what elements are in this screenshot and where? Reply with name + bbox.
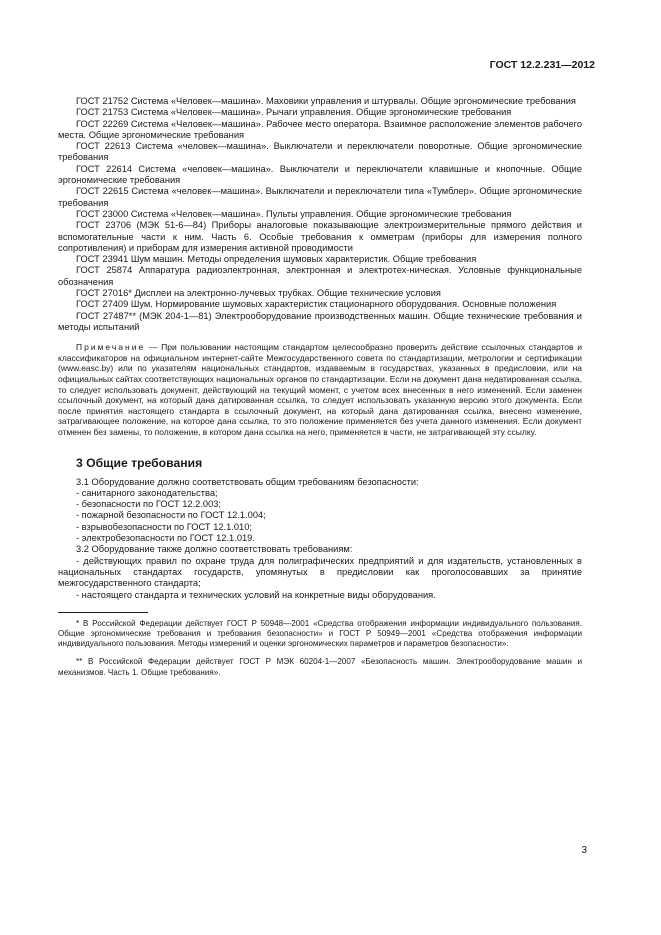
reference-item: ГОСТ 21752 Система «Человек—машина». Маховики управления и штурвалы. Общие эргономические требования	[76, 96, 576, 106]
section-paragraph: 3.1 Оборудование должно соответствовать общим требованиям безопасности:	[76, 476, 419, 487]
section-paragraph: - пожарной безопасности по ГОСТ 12.1.004;	[76, 510, 266, 521]
section-heading: 3 Общие требования	[76, 455, 203, 470]
references-note	[58, 342, 582, 437]
section-paragraph: - взрывобезопасности по ГОСТ 12.1.010;	[76, 521, 252, 532]
section-paragraph: 3.2 Оборудование также должно соответствовать требованиям:	[76, 544, 353, 555]
section-paragraph: - безопасности по ГОСТ 12.2.003;	[76, 499, 222, 510]
reference-item: ГОСТ 27409 Шум. Нормирование шумовых характеристик стационарного оборудования. Основные положения	[76, 299, 557, 310]
reference-item: ГОСТ 22614 Система «человек—машина». Выключатели и переключатели клавишные и кнопочные. Общие эргономические требования	[58, 163, 582, 186]
reference-item: ГОСТ 21753 Система «Человек—машина». Рычаги управления. Общие эргономические требования	[76, 107, 512, 118]
reference-item: ГОСТ 23941 Шум машин. Методы определения шумовых характеристик. Общие требования	[76, 254, 477, 265]
note-text: — При пользовании настоящим стандартом целесообразно проверить действие ссылочных стандартов и классификаторов на официальном интернет-сайте Межгосударственного совета по стандартизации, метрологии и сертификации (www.easc.by) или по указателям национальных стандартов, издаваемым в государствах, указанных в предисловии, или на официальных сайтах соответствующих национальных органов по стандартизации. Если на документ дана недатированная ссылка, то следует использовать документ, действующий на текущий момент, с учетом всех внесенных в него изменений. Если заменен ссылочный документ, на который дана датированная ссылка, то следует использовать указанную версию этого документа. Если после принятия настоящего стандарта в ссылочный документ, на который дана датированная ссылка, внесено изменение, затрагивающее положение, на которое дана ссылка, то это положение применяется без учета данного изменения. Если документ отменен без замены, то положение, в котором дана ссылка на него, применяется в части, не затрагивающей эту ссылку.	[58, 342, 582, 437]
footnote: * В Российской Федерации действует ГОСТ Р 50948—2001 «Средства отображения информации индивидуального пользования. Общие эргономические требования и требования безопасности» и ГОСТ Р 50949—2001 «Средства отображения информации индивидуального пользования. Методы измерений и оценки эргономических параметров и параметров безопасности».	[58, 618, 582, 649]
reference-item: ГОСТ 25874 Аппаратура радиоэлектронная, электронная и электротех-ническая. Условные функциональные обозначения	[58, 265, 582, 287]
section-paragraph: - электробезопасности по ГОСТ 12.1.019.	[76, 533, 255, 544]
section-paragraph: - настоящего стандарта и технических условий на конкретные виды оборудования.	[76, 589, 436, 600]
footnote-divider	[58, 612, 148, 613]
reference-item: ГОСТ 23706 (МЭК 51-6—84) Приборы аналоговые показывающие электроизмерительные прямого действия и вспомогательные части к ним. Часть 6. Особые требования к омметрам (приборы для измерения полного сопротивления) и приборам для измерения активной проводимости	[58, 220, 582, 253]
section-paragraph: - действующих правил по охране труда для полиграфических предприятий и для издательств, установленных в национальных стандартах государств, упомянутых в предисловии как проголосовавших за принятие межгосударственного стандарта;	[58, 555, 582, 589]
normative-references-list	[58, 96, 582, 333]
reference-item: ГОСТ 27016* Дисплеи на электронно-лучевых трубках. Общие технические условия	[76, 288, 441, 299]
reference-item: ГОСТ 22615 Система «человек—машина». Выключатели и переключатели типа «Тумблер». Общие эргономические требования	[58, 186, 582, 208]
footnote: ** В Российской Федерации действует ГОСТ Р МЭК 60204-1—2007 «Безопасность машин. Электрооборудование машин и механизмов. Часть 1. Общие требования».	[58, 657, 582, 677]
page-number: 3	[581, 845, 587, 856]
section-body	[58, 477, 582, 601]
reference-item: ГОСТ 22613 Система «человек—машина». Выключатели и переключатели поворотные. Общие эргономические требования	[58, 141, 582, 163]
page-content	[58, 96, 582, 678]
note-label: Примечание	[76, 342, 146, 353]
reference-item: ГОСТ 23000 Система «Человек—машина». Пульты управления. Общие эргономические требования	[76, 208, 512, 219]
reference-item: ГОСТ 22269 Система «Человек—машина». Рабочее место оператора. Взаимное расположение элементов рабочего места. Общие эргономические требования	[58, 118, 582, 140]
document-header: ГОСТ 12.2.231—2012	[489, 59, 595, 71]
reference-item: ГОСТ 27487** (МЭК 204-1—81) Электрооборудование производственных машин. Общие технические требования и методы испытаний	[58, 310, 582, 332]
section-paragraph: - санитарного законодательства;	[76, 487, 218, 498]
